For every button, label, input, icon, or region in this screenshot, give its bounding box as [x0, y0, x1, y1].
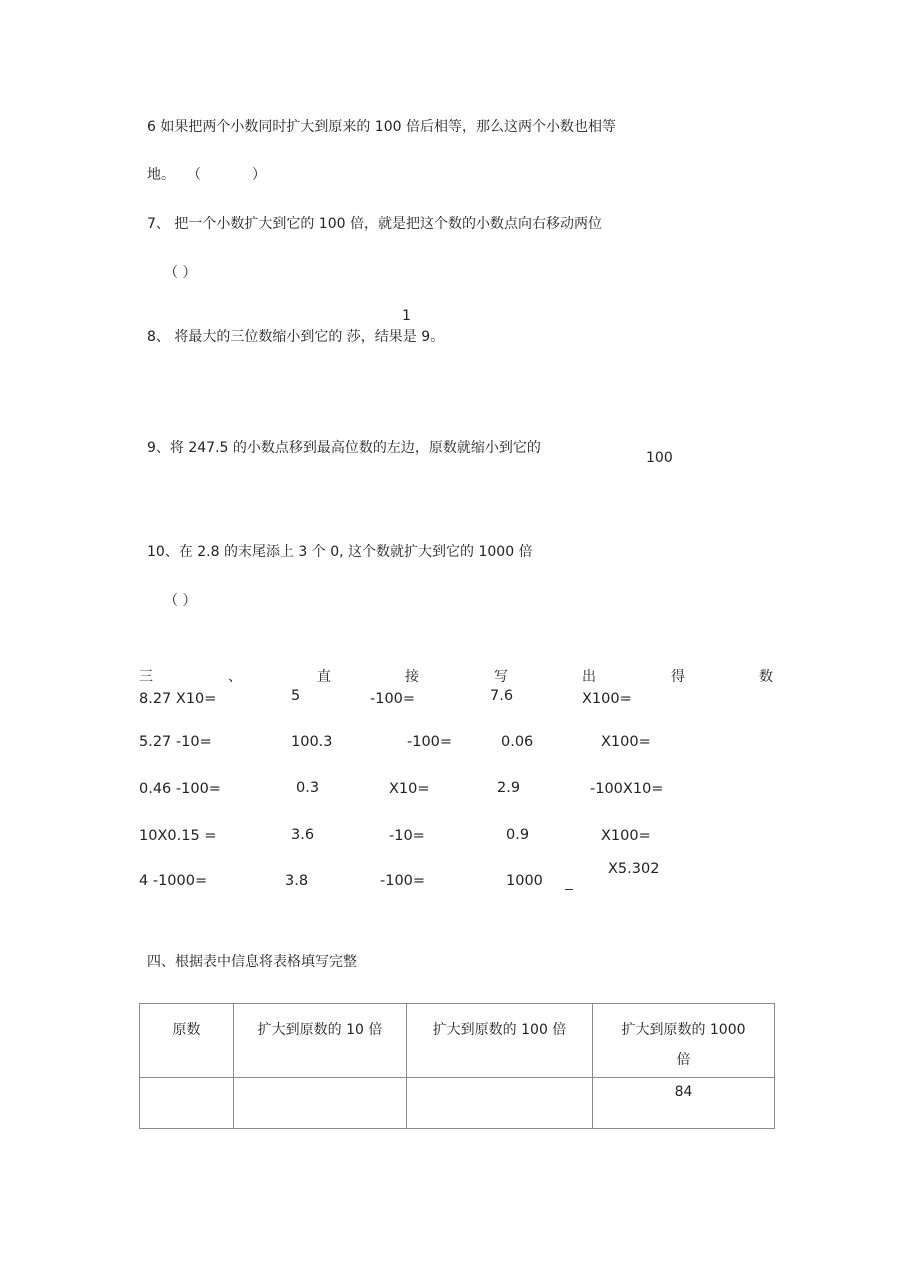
table-cell-original[interactable] — [140, 1078, 234, 1129]
heading-char: 接 — [405, 669, 419, 685]
calc-item: 0.9 — [506, 827, 530, 843]
calc-item: 0.46 -100= — [139, 781, 221, 797]
calc-item: -100= — [380, 873, 426, 889]
calc-item: 0.3 — [296, 780, 320, 796]
table-cell-x10[interactable] — [234, 1078, 407, 1129]
section-4-heading: 四、根据表中信息将表格填写完整 — [147, 954, 357, 970]
calc-item: 8.27 X10= — [139, 691, 217, 707]
calc-item: X100= — [582, 691, 632, 707]
calc-item: X5.302 — [608, 861, 660, 877]
question-9: 9、将 247.5 的小数点移到最高位数的左边，原数就缩小到它的 — [147, 440, 541, 456]
heading-char: 出 — [582, 669, 596, 685]
calc-item: -10= — [389, 828, 425, 844]
heading-char: 得 — [671, 669, 685, 685]
table-header-cell: 扩大到原数的 1000 倍 — [593, 1004, 775, 1078]
heading-char: 三 — [139, 669, 153, 685]
question-6-line2: 地。 — [147, 167, 175, 183]
calc-item: 2.9 — [497, 780, 521, 796]
question-8: 8、 将最大的三位数缩小到它的 莎，结果是 9。 — [147, 329, 445, 345]
calc-item: -100X10= — [590, 781, 664, 797]
heading-char: 、 — [228, 669, 242, 685]
answer-paren-open: （ — [187, 167, 201, 183]
table-header-cell: 原数 — [140, 1004, 234, 1078]
table-cell-x100[interactable] — [407, 1078, 593, 1129]
table-cell-x1000: 84 — [593, 1078, 775, 1129]
heading-char: 写 — [494, 669, 508, 685]
calc-item: 3.8 — [285, 873, 309, 889]
calc-item: 0.06 — [501, 734, 534, 750]
blank-underscore — [565, 889, 573, 890]
calc-item: -100= — [407, 734, 453, 750]
calc-item: X100= — [601, 734, 651, 750]
table-header-cell: 扩大到原数的 100 倍 — [407, 1004, 593, 1078]
fill-in-table — [139, 1003, 775, 1129]
calc-item: X100= — [601, 828, 651, 844]
calc-item: 5.27 -10= — [139, 734, 212, 750]
question-9-value: 100 — [646, 450, 673, 466]
question-7: 7、 把一个小数扩大到它的 100 倍，就是把这个数的小数点向右移动两位 — [147, 216, 602, 232]
calc-item: 5 — [291, 688, 301, 704]
calc-item: 7.6 — [490, 688, 514, 704]
calc-item: -100= — [370, 691, 416, 707]
heading-char: 数 — [759, 669, 773, 685]
question-10-answer-paren: （ ） — [164, 593, 197, 609]
answer-paren-close: ） — [252, 167, 266, 183]
question-6-line1: 6 如果把两个小数同时扩大到原来的 100 倍后相等，那么这两个小数也相等 — [147, 119, 616, 135]
calc-item: 10X0.15 = — [139, 828, 217, 844]
calc-item: X10= — [389, 781, 430, 797]
question-7-answer-paren: （ ） — [164, 265, 197, 281]
table-header-cell: 扩大到原数的 10 倍 — [234, 1004, 407, 1078]
calc-item: 1000 — [506, 873, 543, 889]
calc-item: 3.6 — [291, 827, 315, 843]
table-row — [140, 1078, 775, 1129]
heading-char: 直 — [317, 669, 331, 685]
calc-item: 100.3 — [291, 734, 333, 750]
table-header-row — [140, 1004, 775, 1078]
calc-item: 4 -1000= — [139, 873, 208, 889]
question-8-superscript: 1 — [402, 308, 411, 324]
question-10: 10、在 2.8 的末尾添上 3 个 0, 这个数就扩大到它的 1000 倍 — [147, 544, 533, 560]
